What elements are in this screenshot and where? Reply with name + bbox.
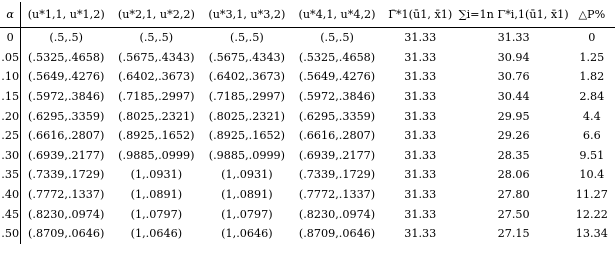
table-row bbox=[0, 146, 615, 166]
gamma-bar-cell: 31.33 bbox=[404, 207, 437, 221]
results-table bbox=[0, 2, 615, 244]
alpha-cell: .10 bbox=[0, 67, 21, 87]
gamma-bar-cell: 31.33 bbox=[404, 70, 437, 84]
header-row bbox=[0, 2, 615, 28]
gamma-sum-cell: 31.33 bbox=[497, 31, 530, 45]
table-row bbox=[0, 28, 615, 48]
u4-cell: (.5325,.4658) bbox=[298, 50, 376, 64]
alpha-cell: .25 bbox=[0, 126, 21, 146]
u3-cell: (.8025,.2321) bbox=[208, 109, 286, 123]
gamma-sum-cell: 28.35 bbox=[497, 148, 530, 162]
u4-cell: (.6939,.2177) bbox=[298, 148, 376, 162]
delta-p-cell: 13.34 bbox=[575, 227, 608, 241]
delta-p-cell: 12.22 bbox=[575, 207, 608, 221]
gamma-sum-cell: 30.94 bbox=[497, 50, 530, 64]
gamma-bar-cell: 31.33 bbox=[404, 109, 437, 123]
header-alpha: α bbox=[0, 2, 21, 28]
u3-cell: (.8925,.1652) bbox=[208, 129, 286, 143]
alpha-cell: 0 bbox=[0, 28, 21, 48]
u4-cell: (.5972,.3846) bbox=[298, 90, 376, 104]
u2-cell: (.8925,.1652) bbox=[118, 129, 195, 143]
table-row bbox=[0, 126, 615, 146]
delta-p-cell: 9.51 bbox=[579, 148, 605, 162]
table-row bbox=[0, 106, 615, 126]
alpha-cell: .35 bbox=[0, 165, 21, 185]
u3-cell: (1,.0931) bbox=[221, 168, 273, 182]
u1-cell: (.6616,.2807) bbox=[28, 129, 105, 143]
u2-cell: (1,.0646) bbox=[130, 227, 183, 241]
header-u1: (u*1,1, u*1,2) bbox=[27, 8, 105, 21]
table-row bbox=[0, 165, 615, 185]
table-row bbox=[0, 185, 615, 205]
table-body bbox=[0, 28, 615, 244]
u2-cell: (.8025,.2321) bbox=[118, 109, 195, 123]
header-gamma-bar: Γ̄*1(ū1, x̄1) bbox=[388, 8, 453, 21]
gamma-bar-cell: 31.33 bbox=[404, 90, 437, 104]
delta-p-cell: 6.6 bbox=[582, 129, 601, 143]
u3-cell: (1,.0797) bbox=[221, 207, 273, 221]
gamma-bar-cell: 31.33 bbox=[404, 129, 437, 143]
delta-p-cell: 4.4 bbox=[582, 109, 601, 123]
delta-p-cell: 1.82 bbox=[579, 70, 605, 84]
table-row bbox=[0, 224, 615, 244]
u2-cell: (1,.0797) bbox=[130, 207, 183, 221]
alpha-cell: .20 bbox=[0, 106, 21, 126]
gamma-bar-cell: 31.33 bbox=[404, 227, 437, 241]
alpha-cell: .05 bbox=[0, 48, 21, 68]
gamma-bar-cell: 31.33 bbox=[404, 148, 437, 162]
gamma-sum-cell: 29.95 bbox=[497, 109, 530, 123]
delta-p-cell: 1.25 bbox=[579, 50, 605, 64]
delta-p-cell: 11.27 bbox=[575, 188, 608, 202]
u2-cell: (1,.0891) bbox=[130, 188, 183, 202]
header-u3: (u*3,1, u*3,2) bbox=[208, 8, 286, 21]
u4-cell: (.7772,.1337) bbox=[298, 188, 376, 202]
u1-cell: (.6939,.2177) bbox=[28, 148, 105, 162]
gamma-bar-cell: 31.33 bbox=[404, 188, 437, 202]
table-row bbox=[0, 48, 615, 68]
gamma-bar-cell: 31.33 bbox=[404, 31, 437, 45]
u3-cell: (.7185,.2997) bbox=[208, 90, 286, 104]
u2-cell: (.5675,.4343) bbox=[118, 50, 195, 64]
u3-cell: (.6402,.3673) bbox=[208, 70, 286, 84]
delta-p-cell: 0 bbox=[588, 31, 596, 45]
header-gamma-sum: ∑i=1n Γ*i,1(ū1, x̄1) bbox=[458, 8, 569, 21]
u1-cell: (.8230,.0974) bbox=[28, 207, 105, 221]
alpha-cell: .30 bbox=[0, 146, 21, 166]
u4-cell: (.5,.5) bbox=[320, 31, 354, 45]
gamma-sum-cell: 30.76 bbox=[497, 70, 530, 84]
gamma-sum-cell: 30.44 bbox=[497, 90, 530, 104]
u2-cell: (1,.0931) bbox=[130, 168, 183, 182]
gamma-sum-cell: 27.80 bbox=[497, 188, 530, 202]
u1-cell: (.6295,.3359) bbox=[28, 109, 105, 123]
u2-cell: (.5,.5) bbox=[139, 31, 174, 45]
header-delta-p: △P% bbox=[578, 8, 606, 21]
u3-cell: (1,.0646) bbox=[221, 227, 273, 241]
gamma-bar-cell: 31.33 bbox=[404, 168, 437, 182]
u1-cell: (.5,.5) bbox=[49, 31, 84, 45]
u4-cell: (.7339,.1729) bbox=[298, 168, 376, 182]
u3-cell: (.5675,.4343) bbox=[208, 50, 286, 64]
gamma-sum-cell: 29.26 bbox=[497, 129, 530, 143]
u2-cell: (.6402,.3673) bbox=[118, 70, 195, 84]
header-u2: (u*2,1, u*2,2) bbox=[117, 8, 195, 21]
u1-cell: (.7339,.1729) bbox=[28, 168, 105, 182]
header-u4: (u*4,1, u*4,2) bbox=[298, 8, 376, 21]
alpha-cell: .45 bbox=[0, 204, 21, 224]
gamma-bar-cell: 31.33 bbox=[404, 50, 437, 64]
u1-cell: (.7772,.1337) bbox=[28, 188, 105, 202]
alpha-cell: .50 bbox=[0, 224, 21, 244]
gamma-sum-cell: 28.06 bbox=[497, 168, 530, 182]
table-row bbox=[0, 67, 615, 87]
delta-p-cell: 10.4 bbox=[579, 168, 605, 182]
u3-cell: (1,.0891) bbox=[221, 188, 273, 202]
u3-cell: (.5,.5) bbox=[230, 31, 264, 45]
gamma-sum-cell: 27.50 bbox=[497, 207, 530, 221]
u4-cell: (.6616,.2807) bbox=[298, 129, 376, 143]
delta-p-cell: 2.84 bbox=[579, 90, 605, 104]
gamma-sum-cell: 27.15 bbox=[497, 227, 530, 241]
u1-cell: (.5972,.3846) bbox=[28, 90, 105, 104]
u1-cell: (.5649,.4276) bbox=[28, 70, 105, 84]
alpha-cell: .15 bbox=[0, 87, 21, 107]
u2-cell: (.9885,.0999) bbox=[118, 148, 195, 162]
alpha-cell: .40 bbox=[0, 185, 21, 205]
table-row bbox=[0, 87, 615, 107]
table-row bbox=[0, 204, 615, 224]
u4-cell: (.8709,.0646) bbox=[298, 227, 376, 241]
u4-cell: (.6295,.3359) bbox=[298, 109, 376, 123]
u3-cell: (.9885,.0999) bbox=[208, 148, 286, 162]
u2-cell: (.7185,.2997) bbox=[118, 90, 195, 104]
u4-cell: (.5649,.4276) bbox=[298, 70, 376, 84]
u4-cell: (.8230,.0974) bbox=[298, 207, 376, 221]
u1-cell: (.5325,.4658) bbox=[28, 50, 105, 64]
u1-cell: (.8709,.0646) bbox=[28, 227, 105, 241]
